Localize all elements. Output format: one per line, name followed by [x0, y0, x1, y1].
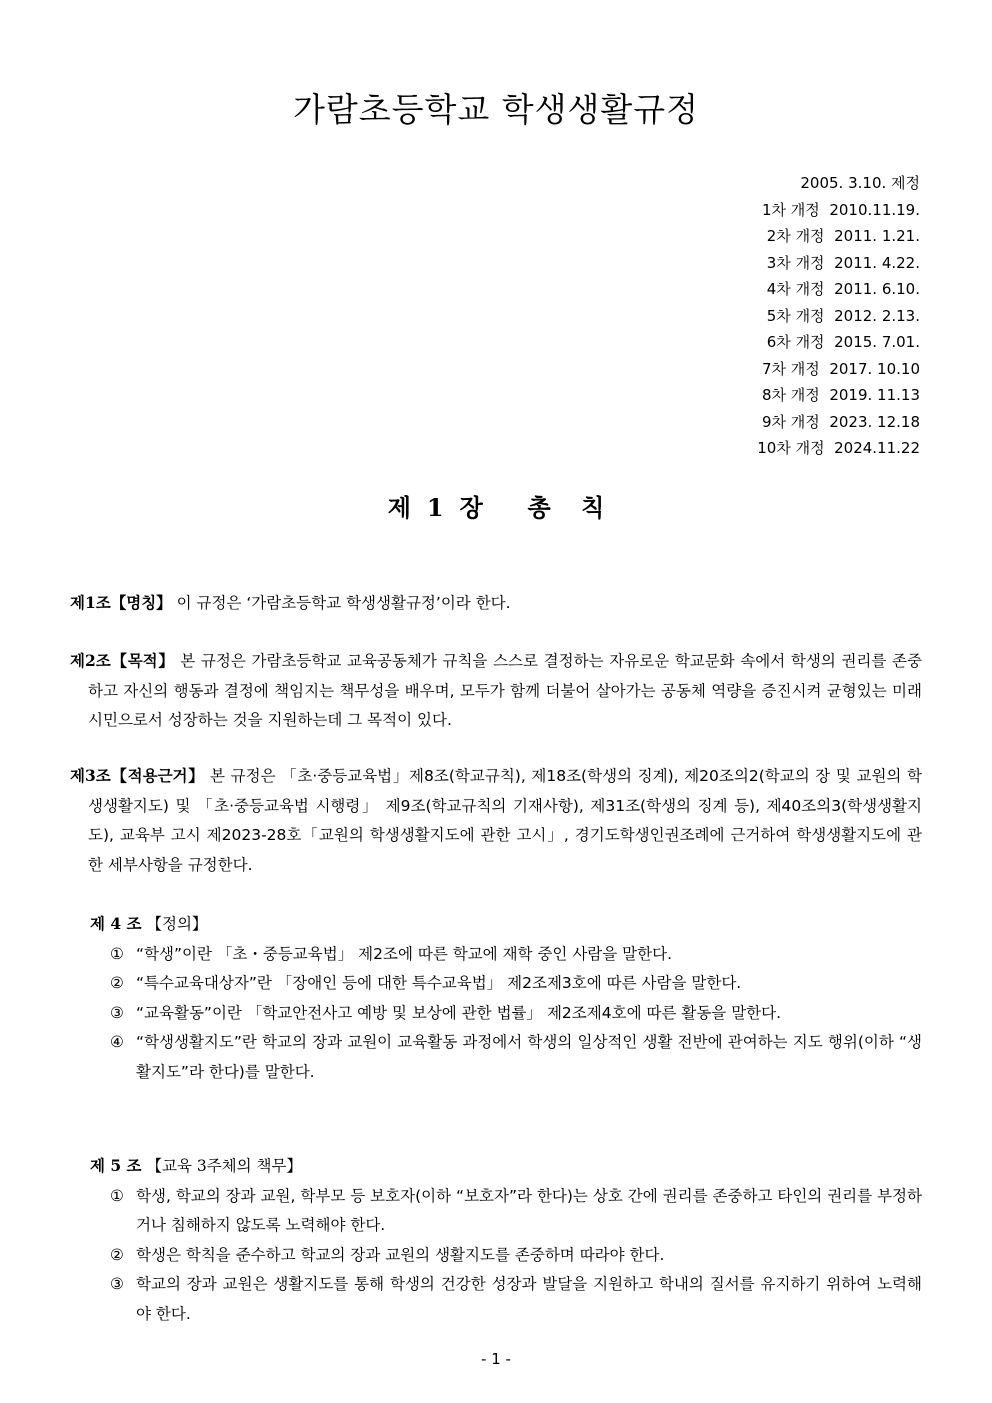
article-heading: 제1조【명칭】 [70, 593, 172, 612]
revision-date: 2011. 6.10. [834, 280, 920, 298]
clause-text: “학생”이란 「초・중등교육법」 제2조에 따른 학교에 재학 중인 사람을 말한다. [136, 944, 673, 963]
revision-row [757, 329, 920, 356]
clause [90, 969, 922, 999]
revision-date: 2024.11.22 [834, 439, 920, 457]
clause [90, 1028, 922, 1087]
clause [90, 1182, 922, 1241]
clause-number: ③ [110, 1275, 124, 1293]
chapter-name-part: 칙 [581, 493, 605, 522]
clause-text: “교육활동”이란 「학교안전사고 예방 및 보상에 관한 법률」 제2조제4호에 따른 활동을 말한다. [136, 1003, 782, 1022]
chapter-unit: 장 [459, 493, 483, 522]
chapter-prefix: 제 [387, 493, 411, 522]
clause-number: ① [110, 944, 124, 963]
clause [90, 1241, 922, 1271]
revision-label: 6차 개정 [766, 333, 825, 351]
clause-text: “특수교육대상자”란 「장애인 등에 대한 특수교육법」 제2조제3호에 따른 사람을 말한다. [136, 974, 742, 992]
revision-date: 2005. 3.10. 제정 [800, 174, 920, 192]
revision-date: 2011. 1.21. [834, 227, 920, 245]
article-heading: 제3조【적용근거】 [70, 766, 205, 785]
revision-label: 3차 개정 [766, 253, 825, 272]
article-title: 【정의】 [146, 915, 208, 933]
revision-row [757, 356, 920, 383]
revision-history [757, 170, 920, 462]
document-title: 가람초등학교 학생생활규정 [292, 90, 700, 129]
article-number: 제 4 조 [90, 914, 142, 933]
revision-row [757, 303, 920, 330]
article-heading [90, 1151, 922, 1182]
article-title: 【교육 3주체의 책무】 [146, 1157, 302, 1175]
article-1 [70, 588, 922, 619]
clause-number: ② [110, 1245, 124, 1264]
revision-date: 2010.11.19. [829, 200, 920, 219]
clause-number: ② [110, 974, 124, 992]
revision-label: 10차 개정 [757, 439, 825, 457]
revision-label: 2차 개정 [766, 227, 825, 245]
revision-date: 2019. 11.13 [829, 386, 920, 404]
revision-date: 2023. 12.18 [829, 412, 920, 431]
article-number: 제 5 조 [90, 1156, 142, 1175]
article-3 [70, 761, 922, 880]
revision-row [757, 197, 920, 224]
clause [90, 1270, 922, 1329]
revision-row [757, 250, 920, 277]
revision-date: 2012. 2.13. [834, 306, 920, 325]
page-number: - 1 - [481, 1350, 511, 1368]
revision-label: 1차 개정 [762, 200, 820, 219]
revision-label: 9차 개정 [762, 412, 820, 431]
article-2 [70, 646, 922, 736]
revision-row [757, 276, 920, 303]
chapter-number: 1 [426, 493, 444, 522]
clause-number: ③ [110, 1003, 124, 1022]
article-body: 이 규정은 ‘가람초등학교 학생생활규정’이라 한다. [176, 594, 511, 612]
revision-row [757, 409, 920, 436]
revision-label: 4차 개정 [766, 280, 825, 298]
clause-text: “학생생활지도”란 학교의 장과 교원이 교육활동 과정에서 학생의 일상적인 생활 전반에 관여하는 지도 행위(이하 “생활지도”라 한다)를 말한다. [136, 1033, 922, 1081]
article-body: 본 규정은 가람초등학교 교육공동체가 규칙을 스스로 결정하는 자유로운 학교문화 속에서 학생의 권리를 존중하고 자신의 행동과 결정에 책임지는 책무성을 배우며, 모두가 함께 더불어 살아가는 공동체 역량을 증진시켜 균형있는 미래시민으로서 성장하는 것을 지원하는데 그 목적이 있다. [88, 652, 922, 729]
revision-label: 7차 개정 [762, 359, 820, 378]
revision-row [757, 382, 920, 409]
revision-date: 2017. 10.10 [829, 359, 920, 378]
article-5 [90, 1151, 922, 1329]
article-heading [90, 909, 922, 940]
revision-date: 2011. 4.22. [834, 253, 920, 272]
revision-row [757, 223, 920, 250]
clause [90, 940, 922, 970]
article-4 [90, 909, 922, 1087]
chapter-name-part: 총 [527, 493, 551, 522]
clause-text: 학생, 학교의 장과 교원, 학부모 등 보호자(이하 “보호자”라 한다)는 상호 간에 권리를 존중하고 타인의 권리를 부정하거나 침해하지 않도록 노력해야 한다. [136, 1186, 922, 1234]
clause-number: ④ [110, 1033, 124, 1051]
revision-label: 8차 개정 [762, 386, 820, 404]
revision-date: 2015. 7.01. [834, 333, 920, 351]
chapter-heading [0, 488, 992, 523]
revision-label: 5차 개정 [766, 306, 825, 325]
clause [90, 999, 922, 1029]
revision-enacted [757, 170, 920, 197]
clause-text: 학교의 장과 교원은 생활지도를 통해 학생의 건강한 성장과 발달을 지원하고 학내의 질서를 유지하기 위하여 노력해야 한다. [136, 1275, 922, 1323]
article-body: 본 규정은 「초·중등교육법」제8조(학교규칙), 제18조(학생의 징계), 제20조의2(학교의 장 및 교원의 학생생활지도) 및 「초·중등교육법 시행령」 제9조(학교규칙의 기재사항), 제31조(학생의 징계 등), 제40조의3(학생생활지도), 교육부 고시 제2023-28호「교원의 학생생활지도에 관한 고시」, 경기도학생인권조례에 근거하여 학생생활지도에 관한 세부사항을 규정한다. [88, 767, 922, 874]
revision-row [757, 435, 920, 462]
clause-number: ① [110, 1186, 124, 1205]
clause-text: 학생은 학칙을 준수하고 학교의 장과 교원의 생활지도를 존중하며 따라야 한다. [136, 1245, 665, 1264]
article-heading: 제2조【목적】 [70, 651, 175, 670]
